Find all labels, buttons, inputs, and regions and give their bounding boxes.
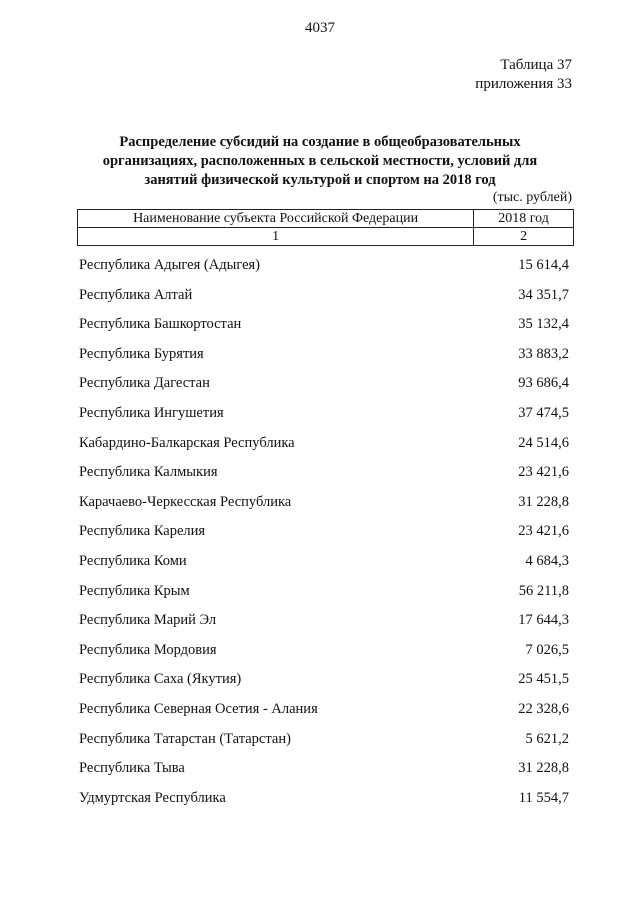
subsidy-value: 35 132,4 (518, 316, 569, 333)
table-row (79, 583, 569, 613)
subsidy-value: 23 421,6 (518, 464, 569, 481)
subject-name: Республика Карелия (79, 523, 206, 540)
subsidy-value: 33 883,2 (518, 345, 569, 362)
table-reference (475, 56, 572, 94)
subsidy-value: 5 621,2 (525, 730, 569, 747)
subject-name: Республика Марий Эл (79, 612, 217, 629)
subject-name: Республика Башкортостан (79, 316, 242, 333)
subsidy-value: 11 554,7 (518, 789, 569, 806)
column-number-1: 1 (78, 228, 474, 246)
subsidy-value: 4 684,3 (525, 552, 569, 569)
page-number: 4037 (305, 20, 335, 36)
table-row (79, 612, 569, 642)
table-body (79, 257, 569, 819)
table-row (79, 435, 569, 465)
subject-name: Республика Алтай (79, 286, 193, 303)
table-row (79, 494, 569, 524)
subject-name: Республика Ингушетия (79, 404, 224, 421)
table-row (79, 405, 569, 435)
subject-name: Кабардино-Балкарская Республика (79, 434, 295, 451)
table-row (79, 287, 569, 317)
subsidy-value: 37 474,5 (518, 404, 569, 421)
subject-name: Республика Коми (79, 552, 187, 569)
subsidy-value: 56 211,8 (518, 582, 569, 599)
subsidy-value: 31 228,8 (518, 760, 569, 777)
table-row (79, 760, 569, 790)
subsidy-value: 22 328,6 (518, 700, 569, 717)
units-label: (тыс. рублей) (492, 190, 572, 205)
subject-name: Республика Бурятия (79, 345, 204, 362)
table-row (79, 642, 569, 672)
subject-name: Карачаево-Черкесская Республика (79, 493, 292, 510)
column-number-2: 2 (474, 228, 574, 246)
subject-name: Республика Калмыкия (79, 464, 218, 481)
subject-name: Республика Дагестан (79, 375, 210, 392)
document-title-line-2: организациях, расположенных в сельской местности, условий для (102, 153, 538, 169)
column-header-year: 2018 год (474, 210, 574, 228)
subsidy-value: 15 614,4 (518, 257, 569, 273)
subject-name: Республика Адыгея (Адыгея) (79, 257, 261, 273)
subsidy-value: 25 451,5 (518, 671, 569, 688)
subsidy-value: 17 644,3 (518, 612, 569, 629)
subject-name: Республика Мордовия (79, 641, 217, 658)
table-row (79, 790, 569, 820)
table-row (79, 464, 569, 494)
subsidy-value: 93 686,4 (518, 375, 569, 392)
header-row-numbers (78, 228, 574, 246)
subsidy-value: 24 514,6 (518, 434, 569, 451)
subject-name: Республика Татарстан (Татарстан) (79, 730, 291, 747)
document-title (90, 133, 550, 190)
table-row (79, 523, 569, 553)
subsidy-value: 34 351,7 (518, 286, 569, 303)
table-row (79, 671, 569, 701)
table-header (77, 209, 574, 246)
document-title-line-1: Распределение субсидий на создание в общеобразовательных (119, 134, 521, 150)
table-row (79, 346, 569, 376)
header-row-titles (78, 210, 574, 228)
subject-name: Республика Тыва (79, 760, 185, 777)
subject-name: Удмуртская Республика (79, 789, 226, 806)
subsidy-value: 23 421,6 (518, 523, 569, 540)
subsidy-value: 7 026,5 (525, 641, 569, 658)
document-title-line-3: занятий физической культурой и спортом на 2018 год (144, 172, 496, 188)
table-row (79, 553, 569, 583)
subject-name: Республика Крым (79, 582, 190, 599)
subject-name: Республика Саха (Якутия) (79, 671, 242, 688)
table-row (79, 731, 569, 761)
column-header-subject: Наименование субъекта Российской Федерации (78, 210, 474, 228)
table-row (79, 375, 569, 405)
table-row (79, 316, 569, 346)
subject-name: Республика Северная Осетия - Алания (79, 700, 318, 717)
table-reference-line-2: приложения 33 (475, 76, 572, 92)
table-row (79, 701, 569, 731)
table-reference-line-1: Таблица 37 (500, 57, 572, 73)
subsidy-value: 31 228,8 (518, 493, 569, 510)
table-row (79, 257, 569, 287)
